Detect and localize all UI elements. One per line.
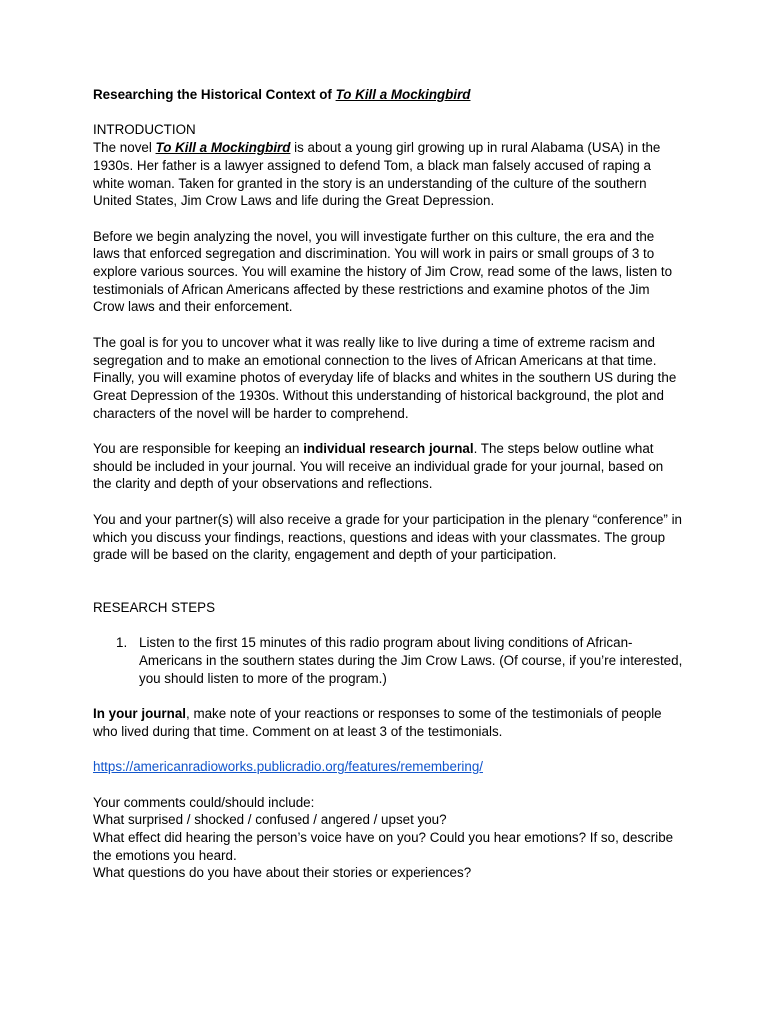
research-step-item [116, 634, 683, 687]
intro-p1-book-name: To Kill a Mockingbird [155, 140, 291, 156]
intro-paragraph-3: The goal is for you to uncover what it was really like to live during a time of extreme racism and segregation and to make an emotional connection to the lives of African Americans at that time. Finally, you will examine photos of everyday life of blacks and whites in the southern US during the Great Depression of the 1930s. Without this understanding of historical background, the plot and characters of the novel will be harder to comprehend. [93, 334, 677, 421]
intro-p4-bold: individual research journal [303, 441, 474, 456]
journal-instruction-rest: , make note of your reactions or responses to some of the testimonials of people who lived during that time. Comment on at least 3 of the testimonials. [93, 706, 662, 739]
comment-question: What surprised / shocked / confused / angered / upset you? [93, 812, 447, 828]
intro-paragraph-5: You and your partner(s) will also receive a grade for your participation in the plenary “conference” in which you discuss your findings, reactions, questions and ideas with your classmates. The group grade will be based on the clarity, engagement and depth of your participation. [93, 511, 683, 563]
title-book-name: To Kill a Mockingbird [335, 87, 471, 102]
research-step-text: Listen to the first 15 minutes of this radio program about living conditions of African-Americans in the southern states during the Jim Crow Laws. (Of course, if you’re interested, you should listen to more of the program.) [139, 635, 683, 686]
journal-bold-label: In your journal [93, 706, 186, 722]
intro-p4-post: . The steps below outline what should be included in your journal. You will receive an individual grade for your journal, based on the clarity and depth of your observations and reflections. [93, 441, 664, 492]
introduction-heading: INTRODUCTION [93, 122, 196, 138]
intro-paragraph-1 [93, 139, 683, 210]
journal-instruction [93, 705, 683, 740]
comment-question: What questions do you have about their stories or experiences? [93, 865, 472, 881]
research-steps-heading: RESEARCH STEPS [93, 599, 216, 615]
intro-p1-post: is about a young girl growing up in rural Alabama (USA) in the 1930s. Her father is a lawyer assigned to defend Tom, a black man falsely accused of raping a white woman. Taken for granted in the story is an understanding of the culture of the southern United States, Jim Crow Laws and life during the Great Depression. [93, 140, 661, 209]
intro-paragraph-4 [93, 440, 683, 493]
intro-p4-pre: You are responsible for keeping an [93, 441, 304, 456]
document-title [93, 86, 683, 104]
intro-p1-pre: The novel [93, 140, 156, 156]
comments-intro: Your comments could/should include: [93, 794, 315, 810]
radio-program-link-line [93, 758, 683, 776]
title-prefix: Researching the Historical Context of [93, 87, 336, 102]
radio-program-link[interactable]: https://americanradioworks.publicradio.org/features/remembering/ [93, 759, 483, 775]
document-page [93, 86, 683, 882]
research-steps-list [93, 634, 683, 687]
comment-question: What effect did hearing the person’s voice have on you? Could you hear emotions? If so, describe the emotions you heard. [93, 829, 674, 863]
research-step-number: 1. [116, 635, 128, 651]
intro-paragraph-2: Before we begin analyzing the novel, you will investigate further on this culture, the era and the laws that enforced segregation and discrimination. You will work in pairs or small groups of 3 to explore various sources. You will examine the history of Jim Crow, read some of the laws, listen to testimonials of African Americans affected by these restrictions and examine photos of the Jim Crow laws and their enforcement. [93, 228, 673, 315]
